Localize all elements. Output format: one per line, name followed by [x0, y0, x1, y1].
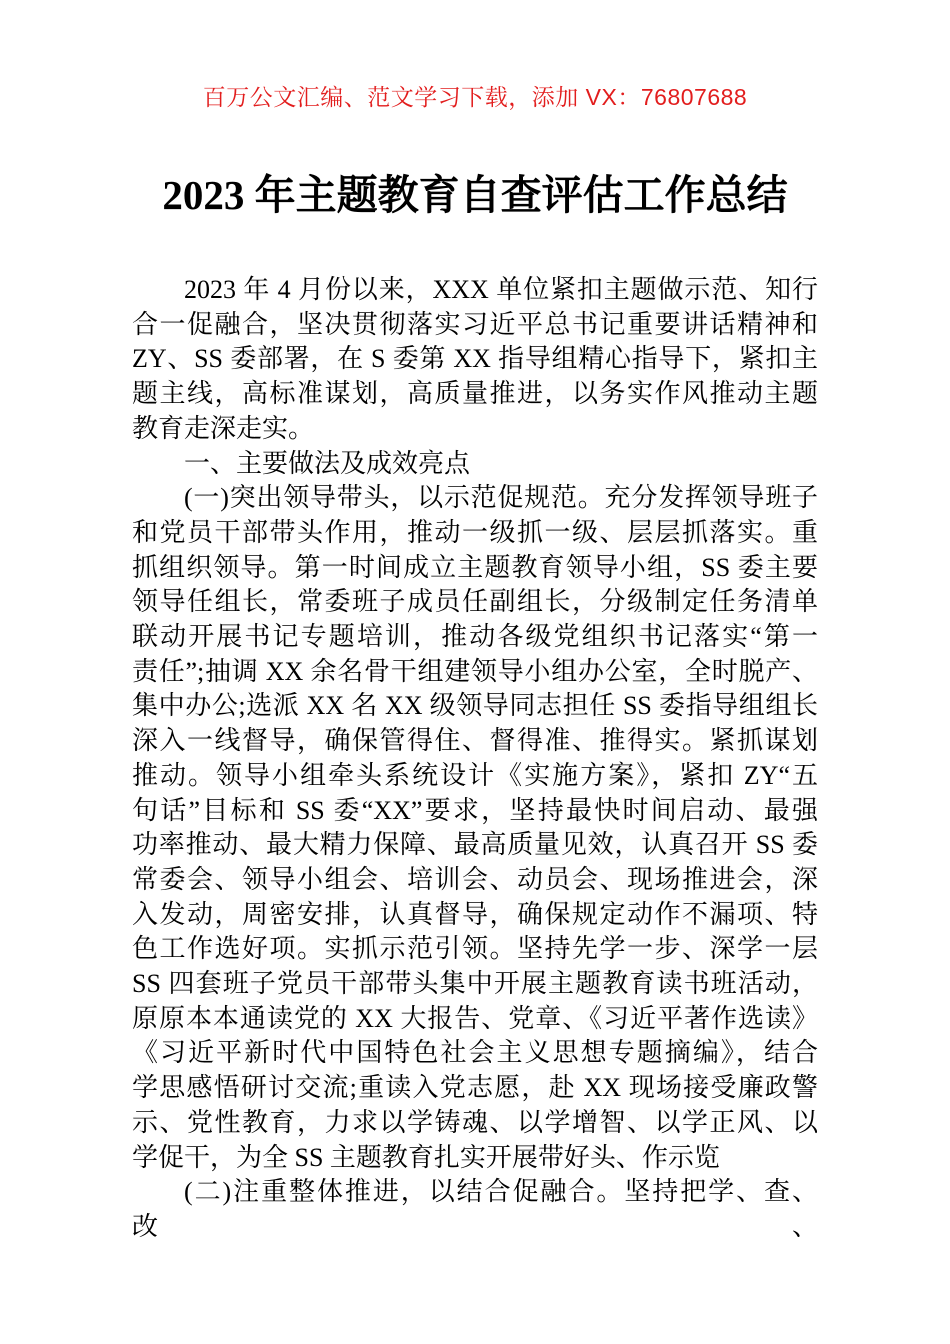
section-1-heading [132, 447, 818, 482]
text-line: 领导任组长，常委班子成员任副组长，分级制定任务清单 [132, 587, 818, 617]
text-line: ZY、SS 委部署，在 S 委第 XX 指导组精心指导下，紧扣主 [132, 344, 818, 374]
text-line: 推动。领导小组牵头系统设计《实施方案》，紧扣 ZY“五 [132, 760, 818, 790]
text-line: 句话”目标和 SS 委“XX”要求，坚持最快时间启动、最强 [132, 795, 818, 825]
text-line: 功率推动、最大精力保障、最高质量见效，认真召开 SS 委 [132, 830, 818, 860]
text-line: 入发动，周密安排，认真督导，确保规定动作不漏项、特 [132, 899, 818, 929]
document-title: 2023 年主题教育自查评估工作总结 [162, 172, 788, 218]
text-line: 2023 年 4 月份以来，XXX 单位紧扣主题做示范、知行 [184, 275, 818, 304]
text-line: 一、主要做法及成效亮点 [184, 448, 471, 478]
text-line: 学思感悟研讨交流;重读入党志愿，赴 XX 现场接受廉政警 [132, 1073, 818, 1103]
document-body [132, 273, 818, 1245]
text-line: 《习近平新时代中国特色社会主义思想专题摘编》，结合 [132, 1038, 818, 1068]
text-line: 抓组织领导。第一时间成立主题教育领导小组，SS 委主要 [132, 552, 818, 582]
text-line: 深入一线督导，确保管得住、督得准、推得实。紧抓谋划 [132, 726, 818, 756]
text-line: (一)突出领导带头，以示范促规范。充分发挥领导班子 [184, 483, 818, 513]
text-line: (二)注重整体推进，以结合促融合。坚持把学、查、改、 [132, 1177, 818, 1241]
promo-banner: 百万公文汇编、范文学习下载，添加 VX：76807688 [202, 84, 748, 110]
text-line: 集中办公;选派 XX 名 XX 级领导同志担任 SS 委指导组组长 [132, 691, 818, 721]
section-1-2-paragraph [132, 1175, 818, 1244]
text-line: 责任”;抽调 XX 余名骨干组建领导小组办公室，全时脱产、 [132, 656, 818, 686]
text-line: 示、党性教育，力求以学铸魂、以学增智、以学正风、以 [132, 1107, 818, 1137]
text-line: 题主线，高标准谋划，高质量推进，以务实作风推动主题 [132, 379, 818, 409]
text-line: SS 四套班子党员干部带头集中开展主题教育读书班活动， [132, 969, 818, 999]
text-line: 合一促融合，坚决贯彻落实习近平总书记重要讲话精神和 [132, 309, 818, 339]
text-line: 常委会、领导小组会、培训会、动员会、现场推进会，深 [132, 864, 818, 894]
text-line: 教育走深走实。 [132, 413, 315, 443]
text-line: 和党员干部带头作用，推动一级抓一级、层层抓落实。重 [132, 517, 818, 547]
text-line: 联动开展书记专题培训，推动各级党组织书记落实“第一 [132, 622, 818, 652]
text-line: 学促干，为全 SS 主题教育扎实开展带好头、作示览 [132, 1142, 720, 1172]
opening-paragraph [132, 273, 818, 447]
text-line: 原原本本通读党的 XX 大报告、党章、《习近平著作选读》 [132, 1003, 818, 1033]
section-1-1-paragraph [132, 481, 818, 1175]
text-line: 色工作选好项。实抓示范引领。坚持先学一步、深学一层 [132, 934, 818, 964]
